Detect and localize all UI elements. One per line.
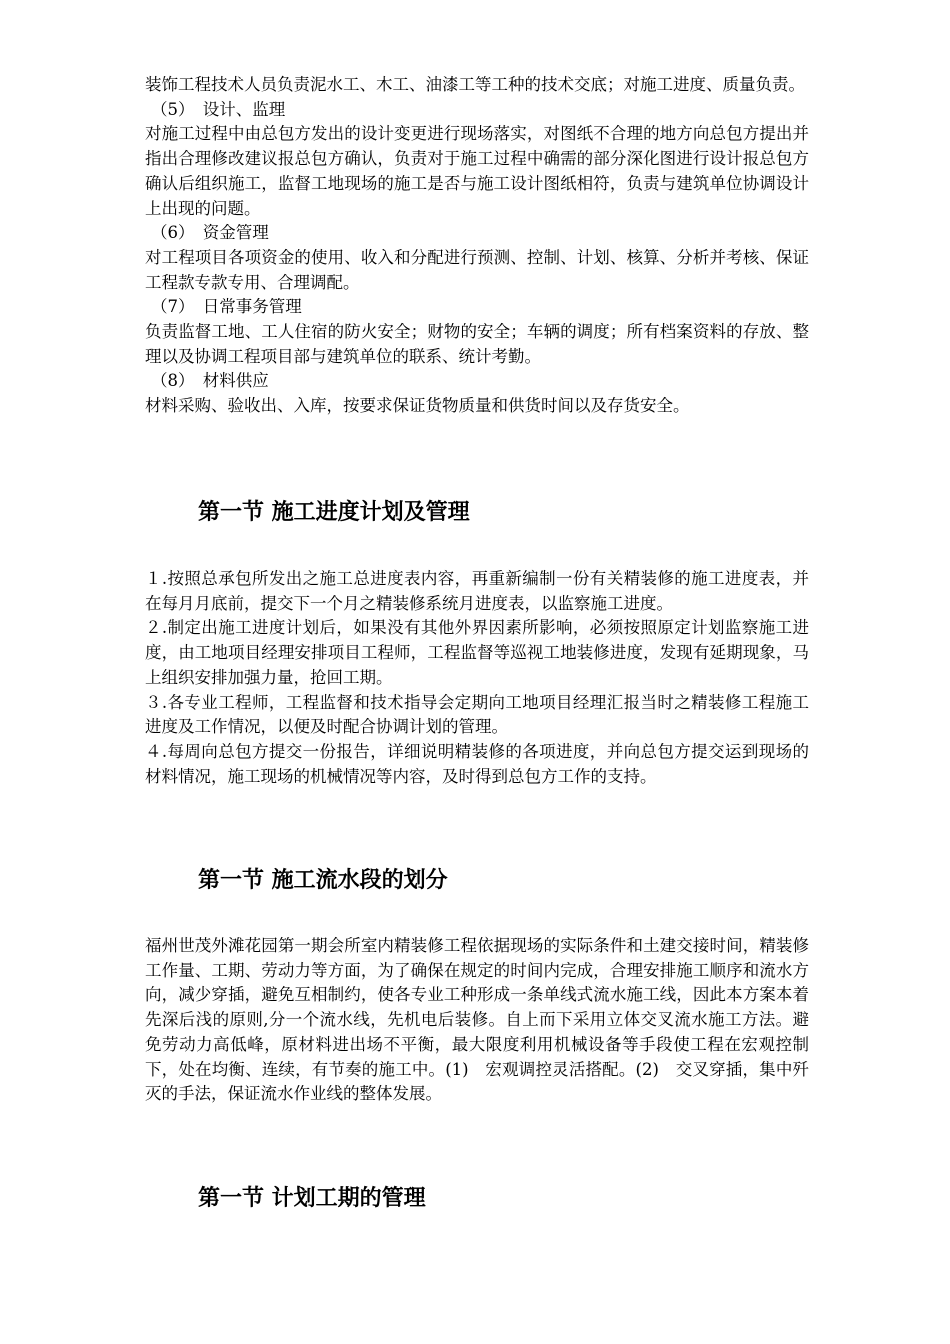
schedule-item-3: ３.各专业工程师，工程监督和技术指导会定期向工地项目经理汇报当时之精装修工程施工进度及工作情况，以便及时配合协调计划的管理。 (145, 692, 809, 737)
flow-division-block (145, 934, 809, 1107)
paragraph-tech-staff: 装饰工程技术人员负责泥水工、木工、油漆工等工种的技术交底；对施工进度、质量负责。 (145, 75, 805, 94)
paragraph-materials: 材料采购、验收出、入库，按要求保证货物质量和供货时间以及存货安全。 (145, 396, 690, 416)
flow-division-paragraph: 福州世茂外滩花园第一期会所室内精装修工程依据现场的实际条件和土建交接时间，精装修工作量、工期、劳动力等方面，为了确保在规定的时间内完成，合理安排施工顺序和流水方向，减少穿插，避免互相制约，使各专业工种形成一条单线式流水施工线，因此本方案本着先深后浅的原则,分一个流水线，先机电后装修。自上而下采用立体交叉流水施工方法。避免劳动力高低峰，原材料进出场不平衡，最大限度利用机械设备等手段使工程在宏观控制下，处在均衡、连续，有节奏的施工中。(1) 宏观调控灵活搭配。(2) 交叉穿插，集中歼灭的手法，保证流水作业线的整体发展。 (145, 936, 809, 1104)
section-heading-flow-division: 第一节 施工流水段的划分 (198, 868, 448, 893)
schedule-block (145, 567, 809, 789)
schedule-item-2: ２.制定出施工进度计划后，如果没有其他外界因素所影响，必须按照原定计划监察施工进度，由工地项目经理安排项目工程师，工程监督等巡视工地装修进度，发现有延期现象，马上组织安排加强力量，抢回工期。 (145, 618, 809, 687)
responsibilities-block (145, 73, 809, 419)
paragraph-funds: 对工程项目各项资金的使用、收入和分配进行预测、控制、计划、核算、分析并考核、保证工程款专款专用、合理调配。 (145, 247, 809, 292)
schedule-item-1: １.按照总承包所发出之施工总进度表内容，再重新编制一份有关精装修的施工进度表，并在每月月底前，提交下一个月之精装修系统月进度表，以监察施工进度。 (145, 569, 809, 613)
section-heading-schedule: 第一节 施工进度计划及管理 (198, 500, 470, 525)
item-heading-funds: （6） 资金管理 (151, 223, 269, 243)
item-heading-daily-affairs: （7） 日常事务管理 (151, 297, 302, 317)
paragraph-daily-affairs: 负责监督工地、工人住宿的防火安全；财物的安全；车辆的调度；所有档案资料的存放、整理以及协调工程项目部与建筑单位的联系、统计考勤。 (145, 322, 809, 366)
item-heading-materials: （8） 材料供应 (151, 371, 269, 391)
section-heading-planned-duration: 第一节 计划工期的管理 (198, 1186, 426, 1211)
item-heading-design-supervision: （5） 设计、监理 (151, 99, 286, 119)
schedule-item-4: ４.每周向总包方提交一份报告，详细说明精装修的各项进度，并向总包方提交运到现场的材料情况，施工现场的机械情况等内容，及时得到总包方工作的支持。 (145, 741, 809, 786)
paragraph-design-supervision: 对施工过程中由总包方发出的设计变更进行现场落实，对图纸不合理的地方向总包方提出并指出合理修改建议报总包方确认，负责对于施工过程中确需的部分深化图进行设计报总包方确认后组织施工，监督工地现场的施工是否与施工设计图纸相符，负责与建筑单位协调设计上出现的问题。 (145, 124, 809, 218)
